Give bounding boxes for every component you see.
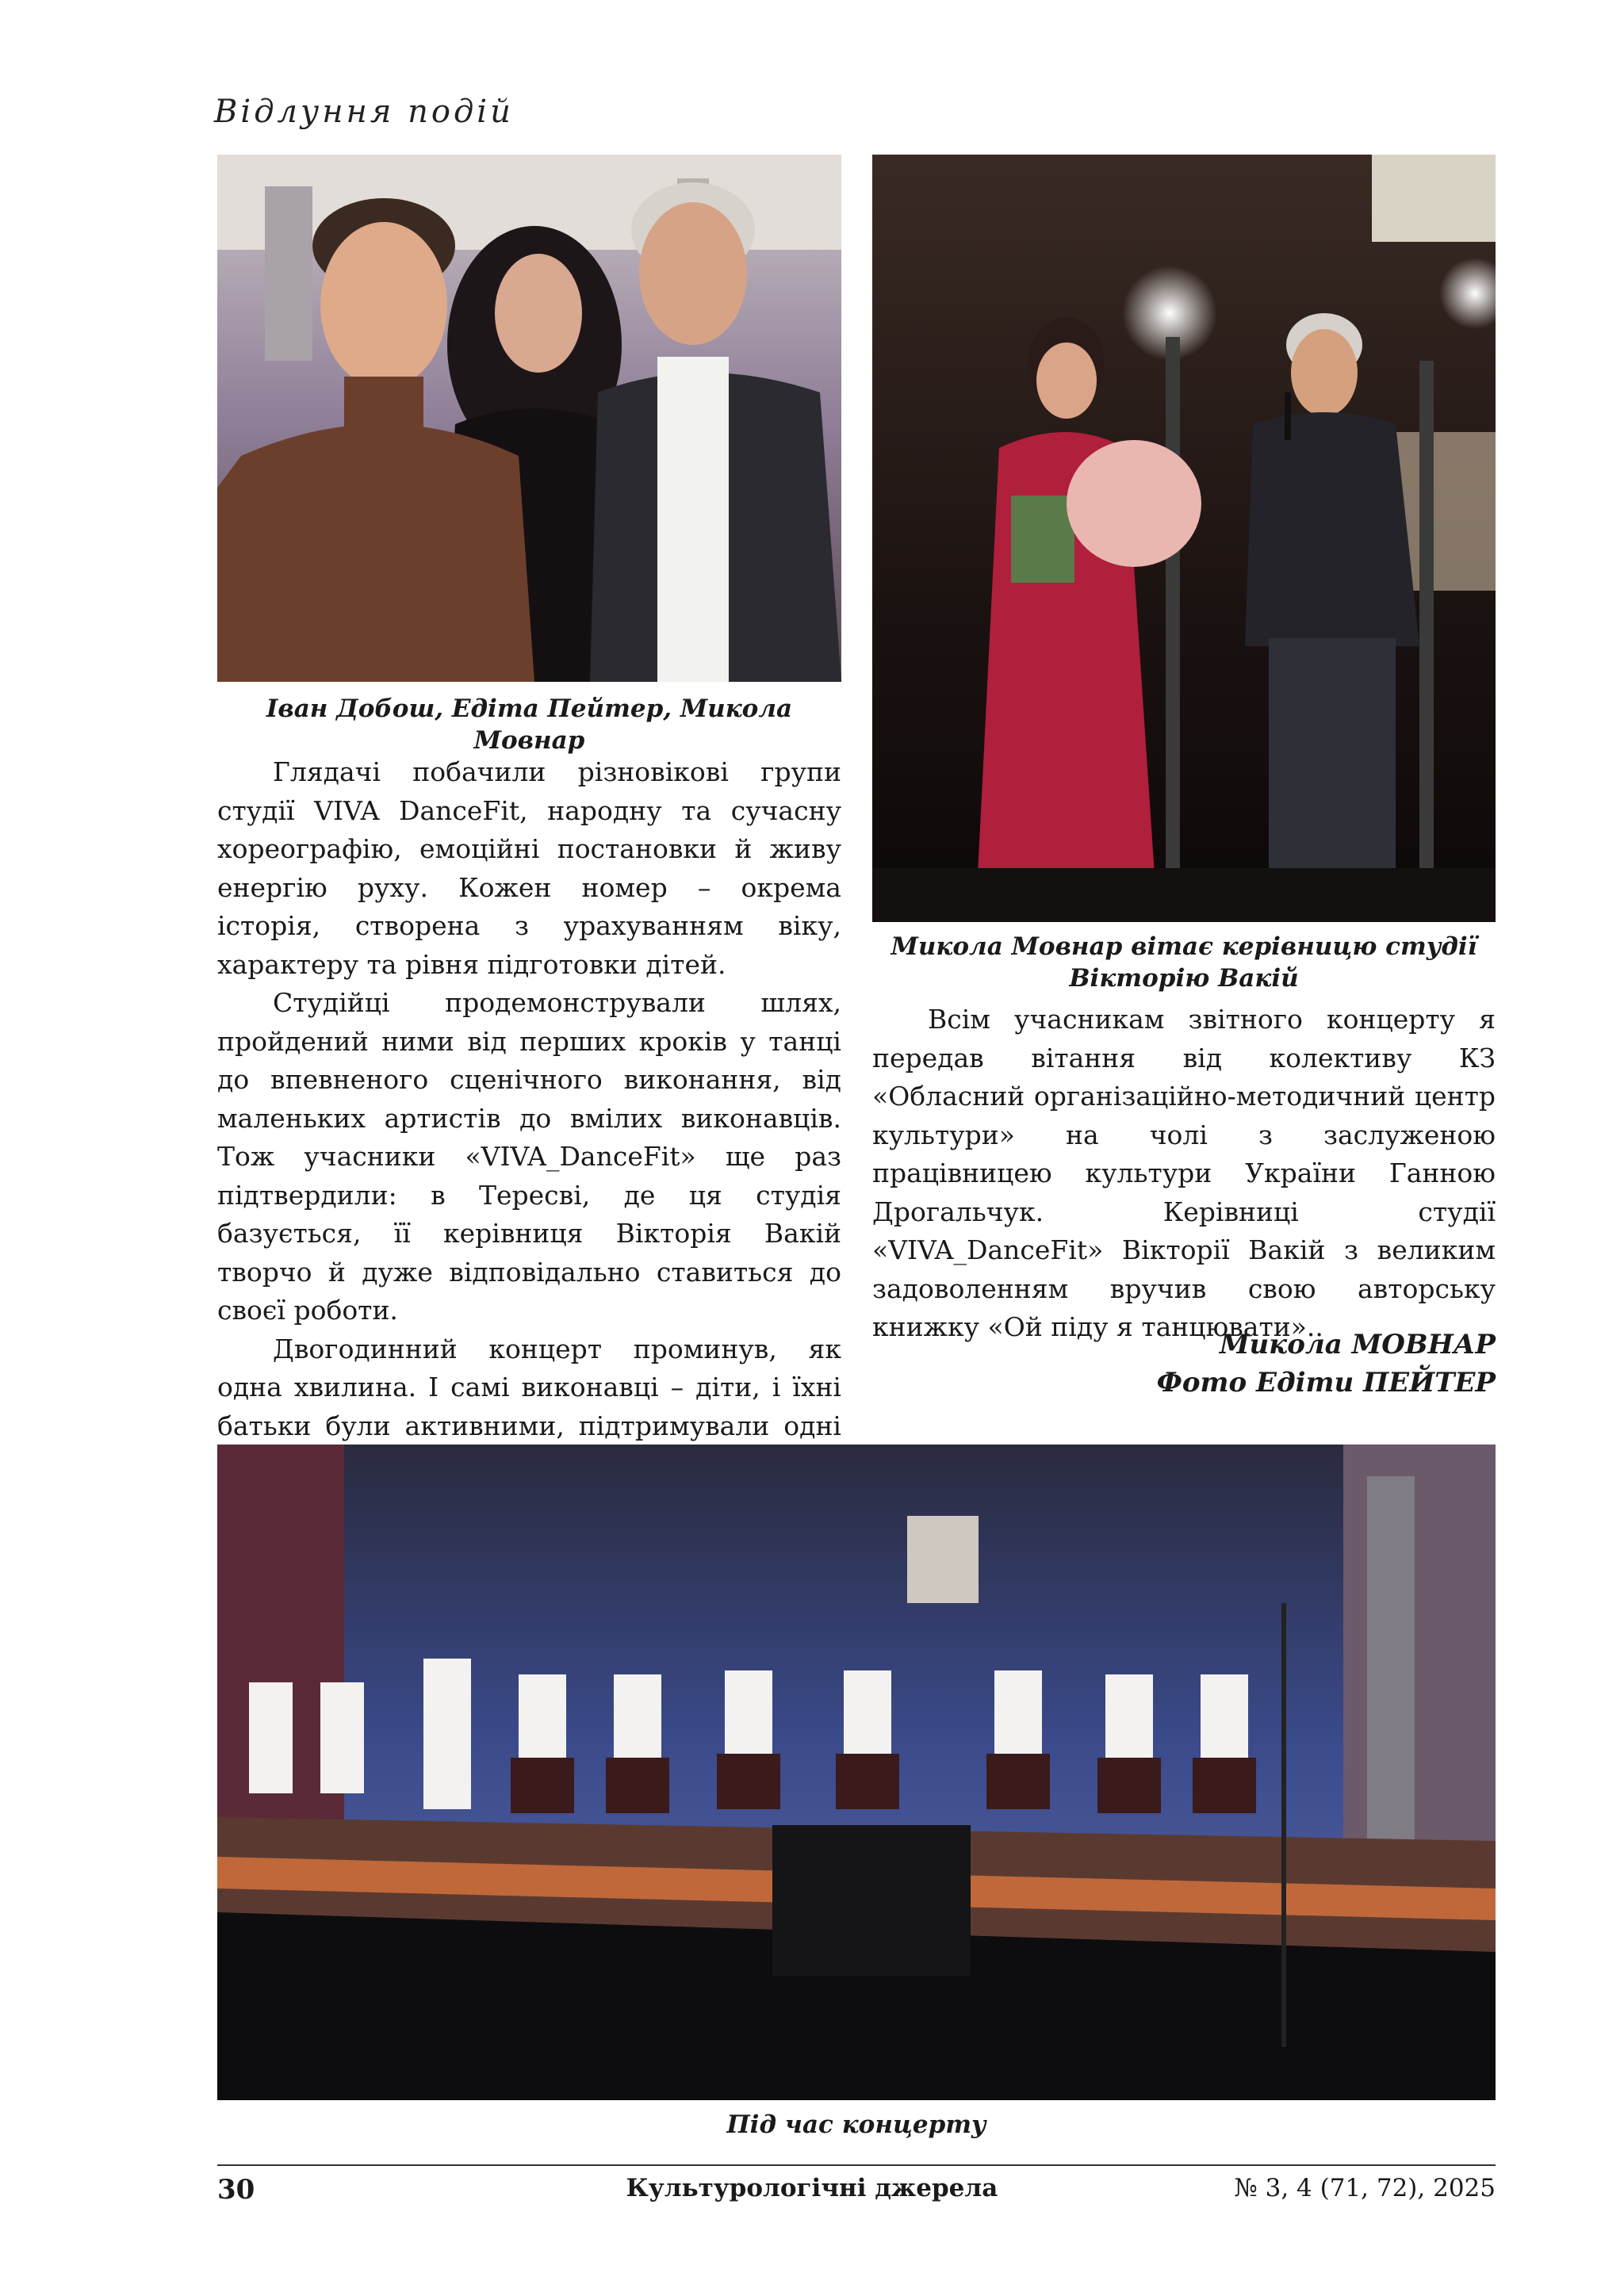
page-number: 30 [217, 2174, 255, 2206]
footer-divider [217, 2164, 1496, 2166]
byline-photo: Фото Едіти ПЕЙТЕР [1156, 1367, 1496, 1399]
photo-stage-award-caption [872, 931, 1496, 995]
photo-selfie-caption: Іван Добош, Едіта Пейтер, Микола Мовнар [266, 695, 793, 756]
byline-author: Микола МОВНАР [1219, 1329, 1496, 1360]
paragraph: Всім учасникам звітного концерту я передав вітання від колективу КЗ «Обласний організаційно-методичний центр культури» на чолі з заслуженою працівницею культури України Ганною Дрогальчук. Керівниці студії «VIVA_DanceFit» Вікторії Вакій з великим задоволенням вручив свою авторську книжку «Ой піду я танцювати».. [872, 1004, 1496, 1342]
issue-number: № 3, 4 (71, 72), 2025 [1234, 2174, 1496, 2202]
journal-name: Культурологічні джерела [626, 2174, 998, 2202]
caption-line: Вікторію Вакій [1069, 964, 1299, 993]
paragraph: Глядачі побачили різновікові групи студії VIVA DanceFit, народну та сучасну хореографію, емоційні постановки й живу енергію руху. Кожен номер – окрема історія, створена з урахуванням віку, характеру та рівня підготовки дітей. [217, 756, 841, 980]
paragraph: Студійці продемонстрували шлях, пройдений ними від перших кроків у танці до впевненого сценічного виконання, від маленьких артистів до вмілих виконавців. Тож учасники «VIVA_DanceFit» ще раз підтвердили: в Тересві, де ця студія базується, її керівниця Вікторія Вакій творчо й дуже відповідально ставиться до своєї роботи. [217, 987, 841, 1326]
section-title: Відлуння подій [214, 94, 514, 130]
article-left-column [217, 753, 841, 1484]
caption-line: Микола Мовнар вітає керівницю студії [891, 932, 1477, 961]
paragraph: Двогодинний концерт проминув, як одна хвилина. І самі виконавці – діти, і їхні батьки були активними, підтримували одні [217, 1333, 841, 1441]
article-right-column [872, 1001, 1496, 1347]
photo-concert-caption: Під час концерту [726, 2110, 986, 2139]
photo-concert [217, 1445, 1496, 2100]
photo-selfie [217, 155, 841, 682]
byline [872, 1326, 1496, 1402]
photo-stage-award [872, 155, 1496, 922]
